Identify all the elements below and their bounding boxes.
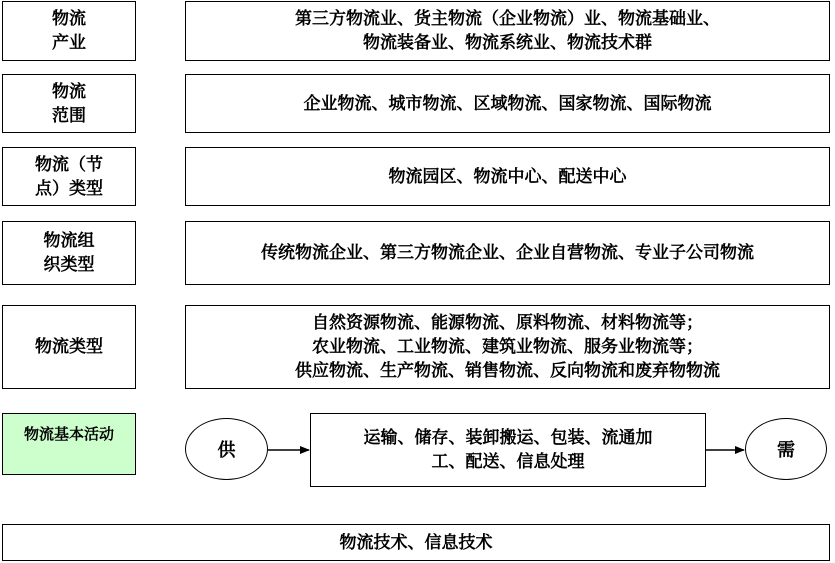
- label-industry: 物流 产业: [52, 9, 86, 53]
- demand-label: 需: [777, 440, 795, 461]
- label-basic-activities: 物流基本活动: [23, 425, 114, 443]
- footer-text: 物流技术、信息技术: [339, 532, 493, 553]
- supply-label: 供: [217, 440, 236, 461]
- label-scope: 物流 范围: [52, 81, 86, 126]
- footer-box: [2, 524, 830, 561]
- content-logistics-type: 自然资源物流、能源物流、原料物流、材料物流等； 农业物流、工业物流、建筑业物流、服务业物流等； 供应物流、生产物流、销售物流、反向物流和废弃物物流: [295, 313, 720, 381]
- label-logistics-type: 物流类型: [35, 337, 103, 357]
- label-node-type: 物流（节 点）类型: [35, 154, 103, 199]
- label-org-type: 物流组 织类型: [43, 231, 95, 275]
- content-node-type: 物流园区、物流中心、配送中心: [388, 166, 627, 187]
- content-industry: 第三方物流业、货主物流（企业物流）业、物流基础业、 物流装备业、物流系统业、物流技术群: [295, 9, 720, 53]
- content-org-type: 传统物流企业、第三方物流企业、企业自营物流、专业子公司物流: [261, 243, 754, 263]
- process-content: 运输、储存、装卸搬运、包装、流通加 工、配送、信息处理: [363, 428, 653, 472]
- content-scope: 企业物流、城市物流、区域物流、国家物流、国际物流: [303, 93, 712, 114]
